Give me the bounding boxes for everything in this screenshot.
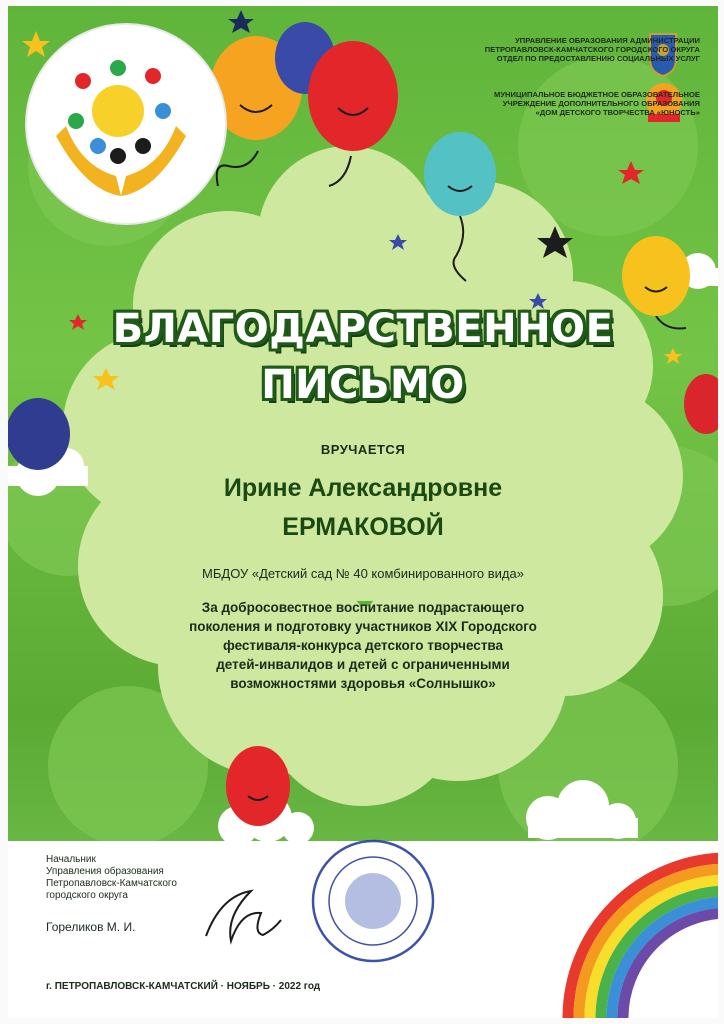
org2-line2: УЧРЕЖДЕНИЕ ДОПОЛНИТЕЛЬНОГО ОБРАЗОВАНИЯ xyxy=(502,99,700,108)
org2-line3: «ДОМ ДЕТСКОГО ТВОРЧЕСТВА «ЮНОСТЬ» xyxy=(535,108,700,117)
position-line-2: Управления образования xyxy=(46,866,164,877)
reason-line-4: детей-инвалидов и детей с ограниченными xyxy=(216,657,510,672)
organization-header-1 xyxy=(370,36,700,63)
reason-line-5: возможностями здоровья «Солнышко» xyxy=(230,676,496,691)
org1-line3: ОТДЕЛ ПО ПРЕДОСТАВЛЕНИЮ СОЦИАЛЬНЫХ УСЛУГ xyxy=(496,54,700,63)
presented-to-label: ВРУЧАЕТСЯ xyxy=(320,442,406,457)
reason-line-1: За добросовестное воспитание подрастающего xyxy=(201,600,525,615)
position-line-1: Начальник xyxy=(46,854,96,865)
signatory-position xyxy=(46,854,177,902)
footer-place-date: г. ПЕТРОПАВЛОВСК-КАМЧАТСКИЙ · НОЯБРЬ · 2022 год xyxy=(46,981,321,992)
balloon-blue-left xyxy=(8,398,70,470)
reason-line-3: фестиваля-конкурса детского творчества xyxy=(222,638,504,653)
reason-text xyxy=(8,598,718,693)
balloon-red-bottom xyxy=(226,746,290,826)
org1-line1: УПРАВЛЕНИЕ ОБРАЗОВАНИЯ АДМИНИСТРАЦИИ xyxy=(515,36,700,45)
institution-name: МБДОУ «Детский сад № 40 комбинированного вида» xyxy=(202,566,524,581)
certificate-sheet xyxy=(8,6,718,1018)
org1-line2: ПЕТРОПАВЛОВСК-КАМЧАТСКОГО ГОРОДСКОГО ОКРУГА xyxy=(484,45,700,54)
festival-logo xyxy=(26,24,226,224)
recipient-surname: ЕРМАКОВОЙ xyxy=(282,513,444,541)
signatory-name: Гореликов М. И. xyxy=(46,920,136,934)
recipient-name: Ирине Александровне xyxy=(223,474,503,502)
organization-header-2 xyxy=(370,90,700,117)
position-line-3: Петропавловск-Камчатского xyxy=(46,878,177,889)
title-line-2: ПИСЬМО xyxy=(261,362,465,408)
reason-line-2: поколения и подготовку участников XIX Городского xyxy=(189,619,537,634)
org2-line1: МУНИЦИПАЛЬНОЕ БЮДЖЕТНОЕ ОБРАЗОВАТЕЛЬНОЕ xyxy=(494,90,700,99)
title-line-1: БЛАГОДАРСТВЕННОЕ xyxy=(112,306,614,352)
position-line-4: городского округа xyxy=(46,890,128,901)
